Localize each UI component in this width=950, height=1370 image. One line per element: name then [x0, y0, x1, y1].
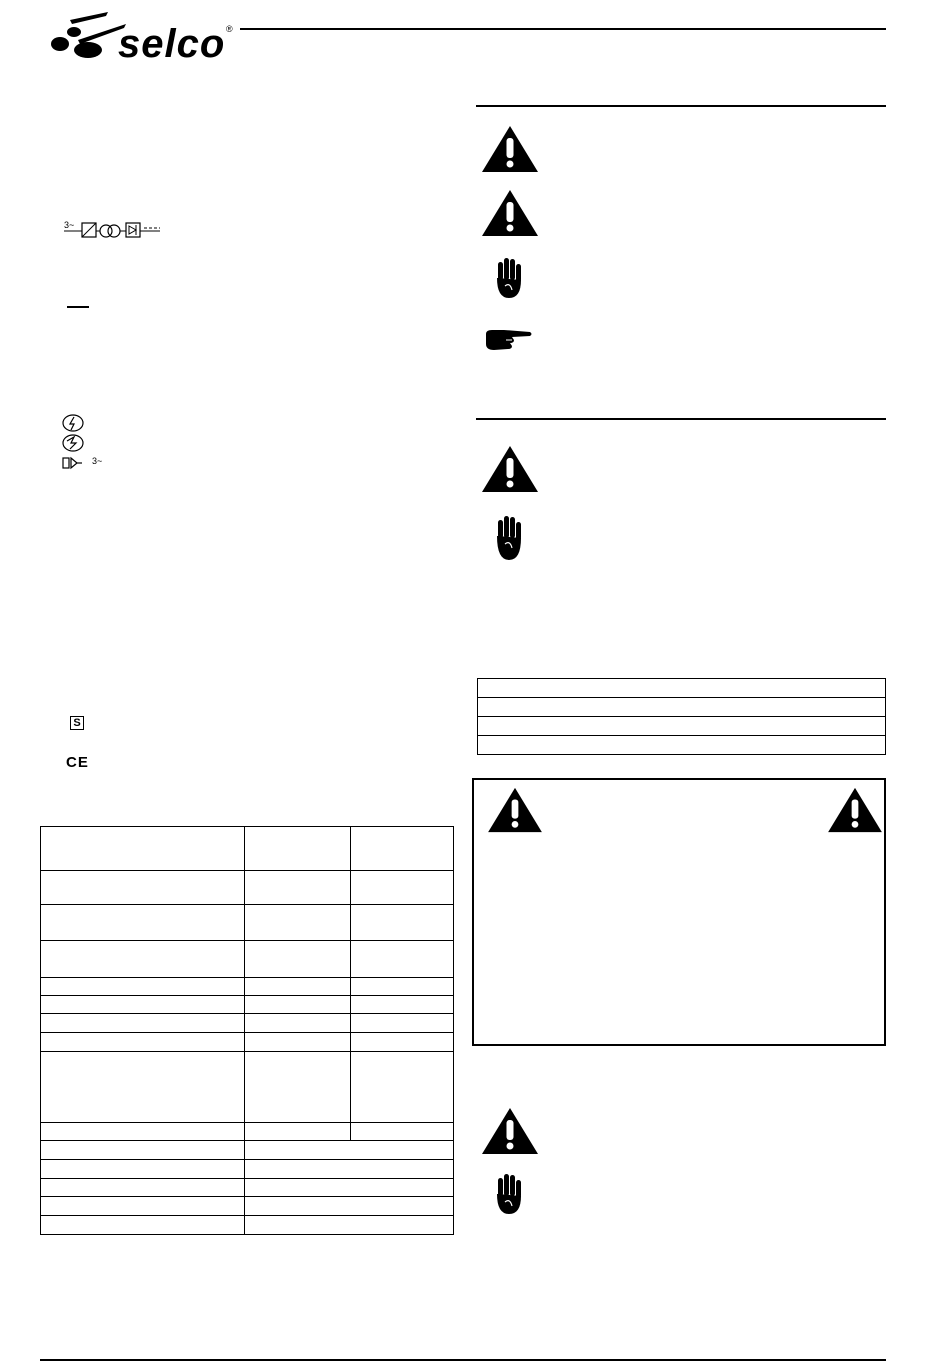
warning-triangle-icon — [480, 188, 540, 238]
plug-supply-icon — [62, 456, 92, 470]
small-data-table — [477, 678, 886, 755]
supply-label: 3~ — [92, 456, 103, 466]
table-row — [41, 1141, 454, 1160]
conformity-letters: CE — [66, 754, 89, 771]
table-row — [478, 698, 886, 717]
warning-triangle-icon — [480, 444, 540, 494]
warning-triangle-icon — [480, 124, 540, 174]
conformity-mark — [66, 754, 89, 771]
table-row — [41, 1033, 454, 1052]
table-row — [41, 827, 454, 871]
table-row — [478, 679, 886, 698]
section-rule-2 — [476, 418, 886, 420]
registered-mark: ® — [226, 24, 233, 34]
technical-data-table — [40, 826, 454, 1235]
table-row — [41, 978, 454, 996]
block-diagram — [64, 220, 164, 242]
safety-standard-letter: S — [73, 717, 81, 729]
process-symbols — [62, 414, 122, 474]
table-row — [41, 1123, 454, 1141]
footer-rule — [40, 1359, 886, 1361]
inverter-block-diagram-icon — [64, 220, 164, 242]
warning-triangle-icon — [486, 786, 544, 834]
brand-logo — [48, 10, 238, 65]
warning-box — [472, 778, 886, 1046]
table-row — [41, 941, 454, 978]
dc-symbol — [67, 300, 89, 308]
warning-triangle-icon — [826, 786, 884, 834]
table-row — [41, 996, 454, 1014]
logo-swoosh-icon — [48, 10, 128, 62]
warning-triangle-icon — [480, 1106, 540, 1156]
stop-hand-icon — [494, 514, 524, 562]
table-row — [41, 1197, 454, 1216]
brand-name: selco — [118, 22, 226, 66]
header-rule — [240, 28, 886, 30]
table-row — [478, 717, 886, 736]
tig-process-icon — [62, 434, 84, 452]
mma-process-icon — [62, 414, 84, 432]
safety-standard-mark — [70, 716, 84, 730]
stop-hand-icon — [494, 1172, 524, 1216]
table-row — [41, 1216, 454, 1235]
table-row — [41, 1160, 454, 1179]
table-row — [41, 1179, 454, 1197]
table-row — [41, 905, 454, 941]
table-row — [41, 1014, 454, 1033]
table-row — [41, 1052, 454, 1123]
dc-line-icon — [67, 305, 89, 313]
section-rule-1 — [476, 105, 886, 107]
table-row — [41, 871, 454, 905]
pointing-hand-icon — [484, 328, 534, 354]
stop-hand-icon — [494, 256, 524, 300]
block-diagram-prefix: 3~ — [64, 220, 75, 230]
table-row — [478, 736, 886, 755]
